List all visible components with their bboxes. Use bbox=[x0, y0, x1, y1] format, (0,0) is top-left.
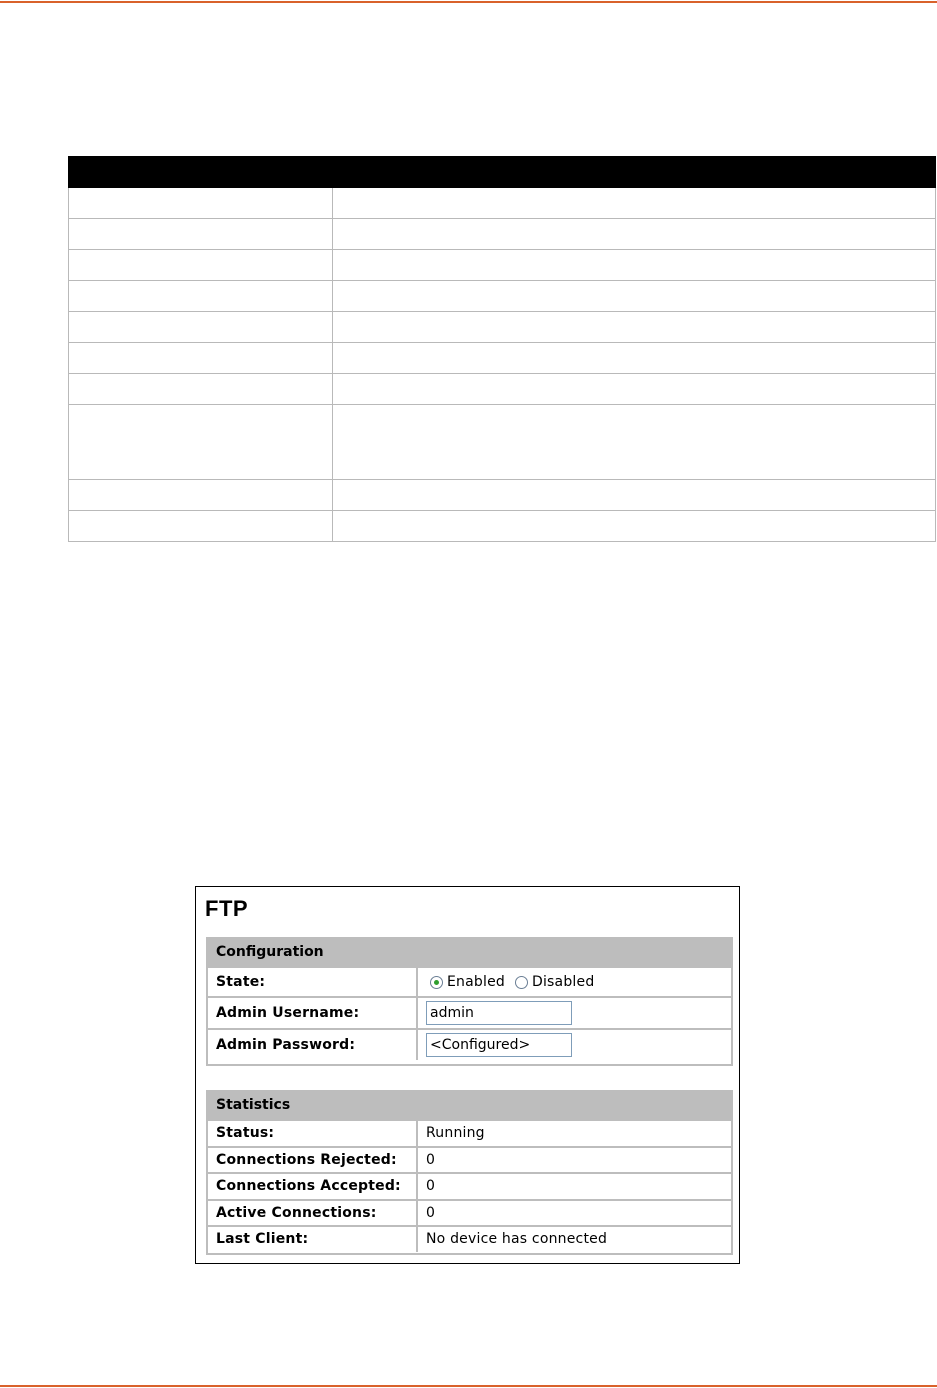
table-row bbox=[69, 405, 936, 480]
stat-label: Connections Accepted: bbox=[208, 1174, 418, 1199]
stat-row-connections-rejected bbox=[208, 1146, 731, 1173]
stat-value: Running bbox=[426, 1125, 485, 1142]
ftp-panel bbox=[195, 886, 740, 1264]
state-label: State: bbox=[208, 968, 418, 996]
admin-password-input[interactable] bbox=[426, 1033, 572, 1057]
bottom-rule bbox=[0, 1385, 937, 1387]
table-header-row bbox=[69, 157, 936, 188]
table-row bbox=[69, 250, 936, 281]
admin-password-label: Admin Password: bbox=[208, 1030, 418, 1060]
state-row bbox=[208, 966, 731, 996]
configuration-group bbox=[206, 937, 733, 1066]
state-disabled-label[interactable]: Disabled bbox=[531, 974, 595, 990]
table-row bbox=[69, 511, 936, 542]
table-row bbox=[69, 343, 936, 374]
table-row bbox=[69, 188, 936, 219]
stat-label: Active Connections: bbox=[208, 1201, 418, 1226]
statistics-heading: Statistics bbox=[208, 1092, 731, 1119]
table-row bbox=[69, 219, 936, 250]
state-enabled-radio[interactable] bbox=[430, 976, 443, 989]
stat-value: 0 bbox=[426, 1178, 436, 1195]
admin-password-row bbox=[208, 1028, 731, 1060]
state-enabled-label[interactable]: Enabled bbox=[447, 974, 505, 990]
stat-value: 0 bbox=[426, 1204, 436, 1221]
top-rule bbox=[0, 1, 937, 3]
page-title: FTP bbox=[205, 896, 249, 921]
stat-label: Connections Rejected: bbox=[208, 1148, 418, 1173]
statistics-group bbox=[206, 1090, 733, 1255]
admin-username-input[interactable] bbox=[426, 1001, 572, 1025]
configuration-heading: Configuration bbox=[208, 939, 731, 966]
stat-label: Status: bbox=[208, 1121, 418, 1146]
state-options bbox=[418, 968, 731, 996]
stat-row-active-connections bbox=[208, 1199, 731, 1226]
stat-row-connections-accepted bbox=[208, 1172, 731, 1199]
stat-row-status bbox=[208, 1119, 731, 1146]
admin-username-row bbox=[208, 996, 731, 1028]
stat-value: 0 bbox=[426, 1151, 436, 1168]
reference-table bbox=[68, 156, 936, 542]
table-row bbox=[69, 480, 936, 511]
table-row bbox=[69, 312, 936, 343]
state-disabled-radio[interactable] bbox=[515, 976, 528, 989]
stat-label: Last Client: bbox=[208, 1227, 418, 1252]
admin-username-label: Admin Username: bbox=[208, 998, 418, 1028]
stat-row-last-client bbox=[208, 1225, 731, 1252]
table-row bbox=[69, 281, 936, 312]
table-row bbox=[69, 374, 936, 405]
stat-value: No device has connected bbox=[426, 1231, 608, 1248]
